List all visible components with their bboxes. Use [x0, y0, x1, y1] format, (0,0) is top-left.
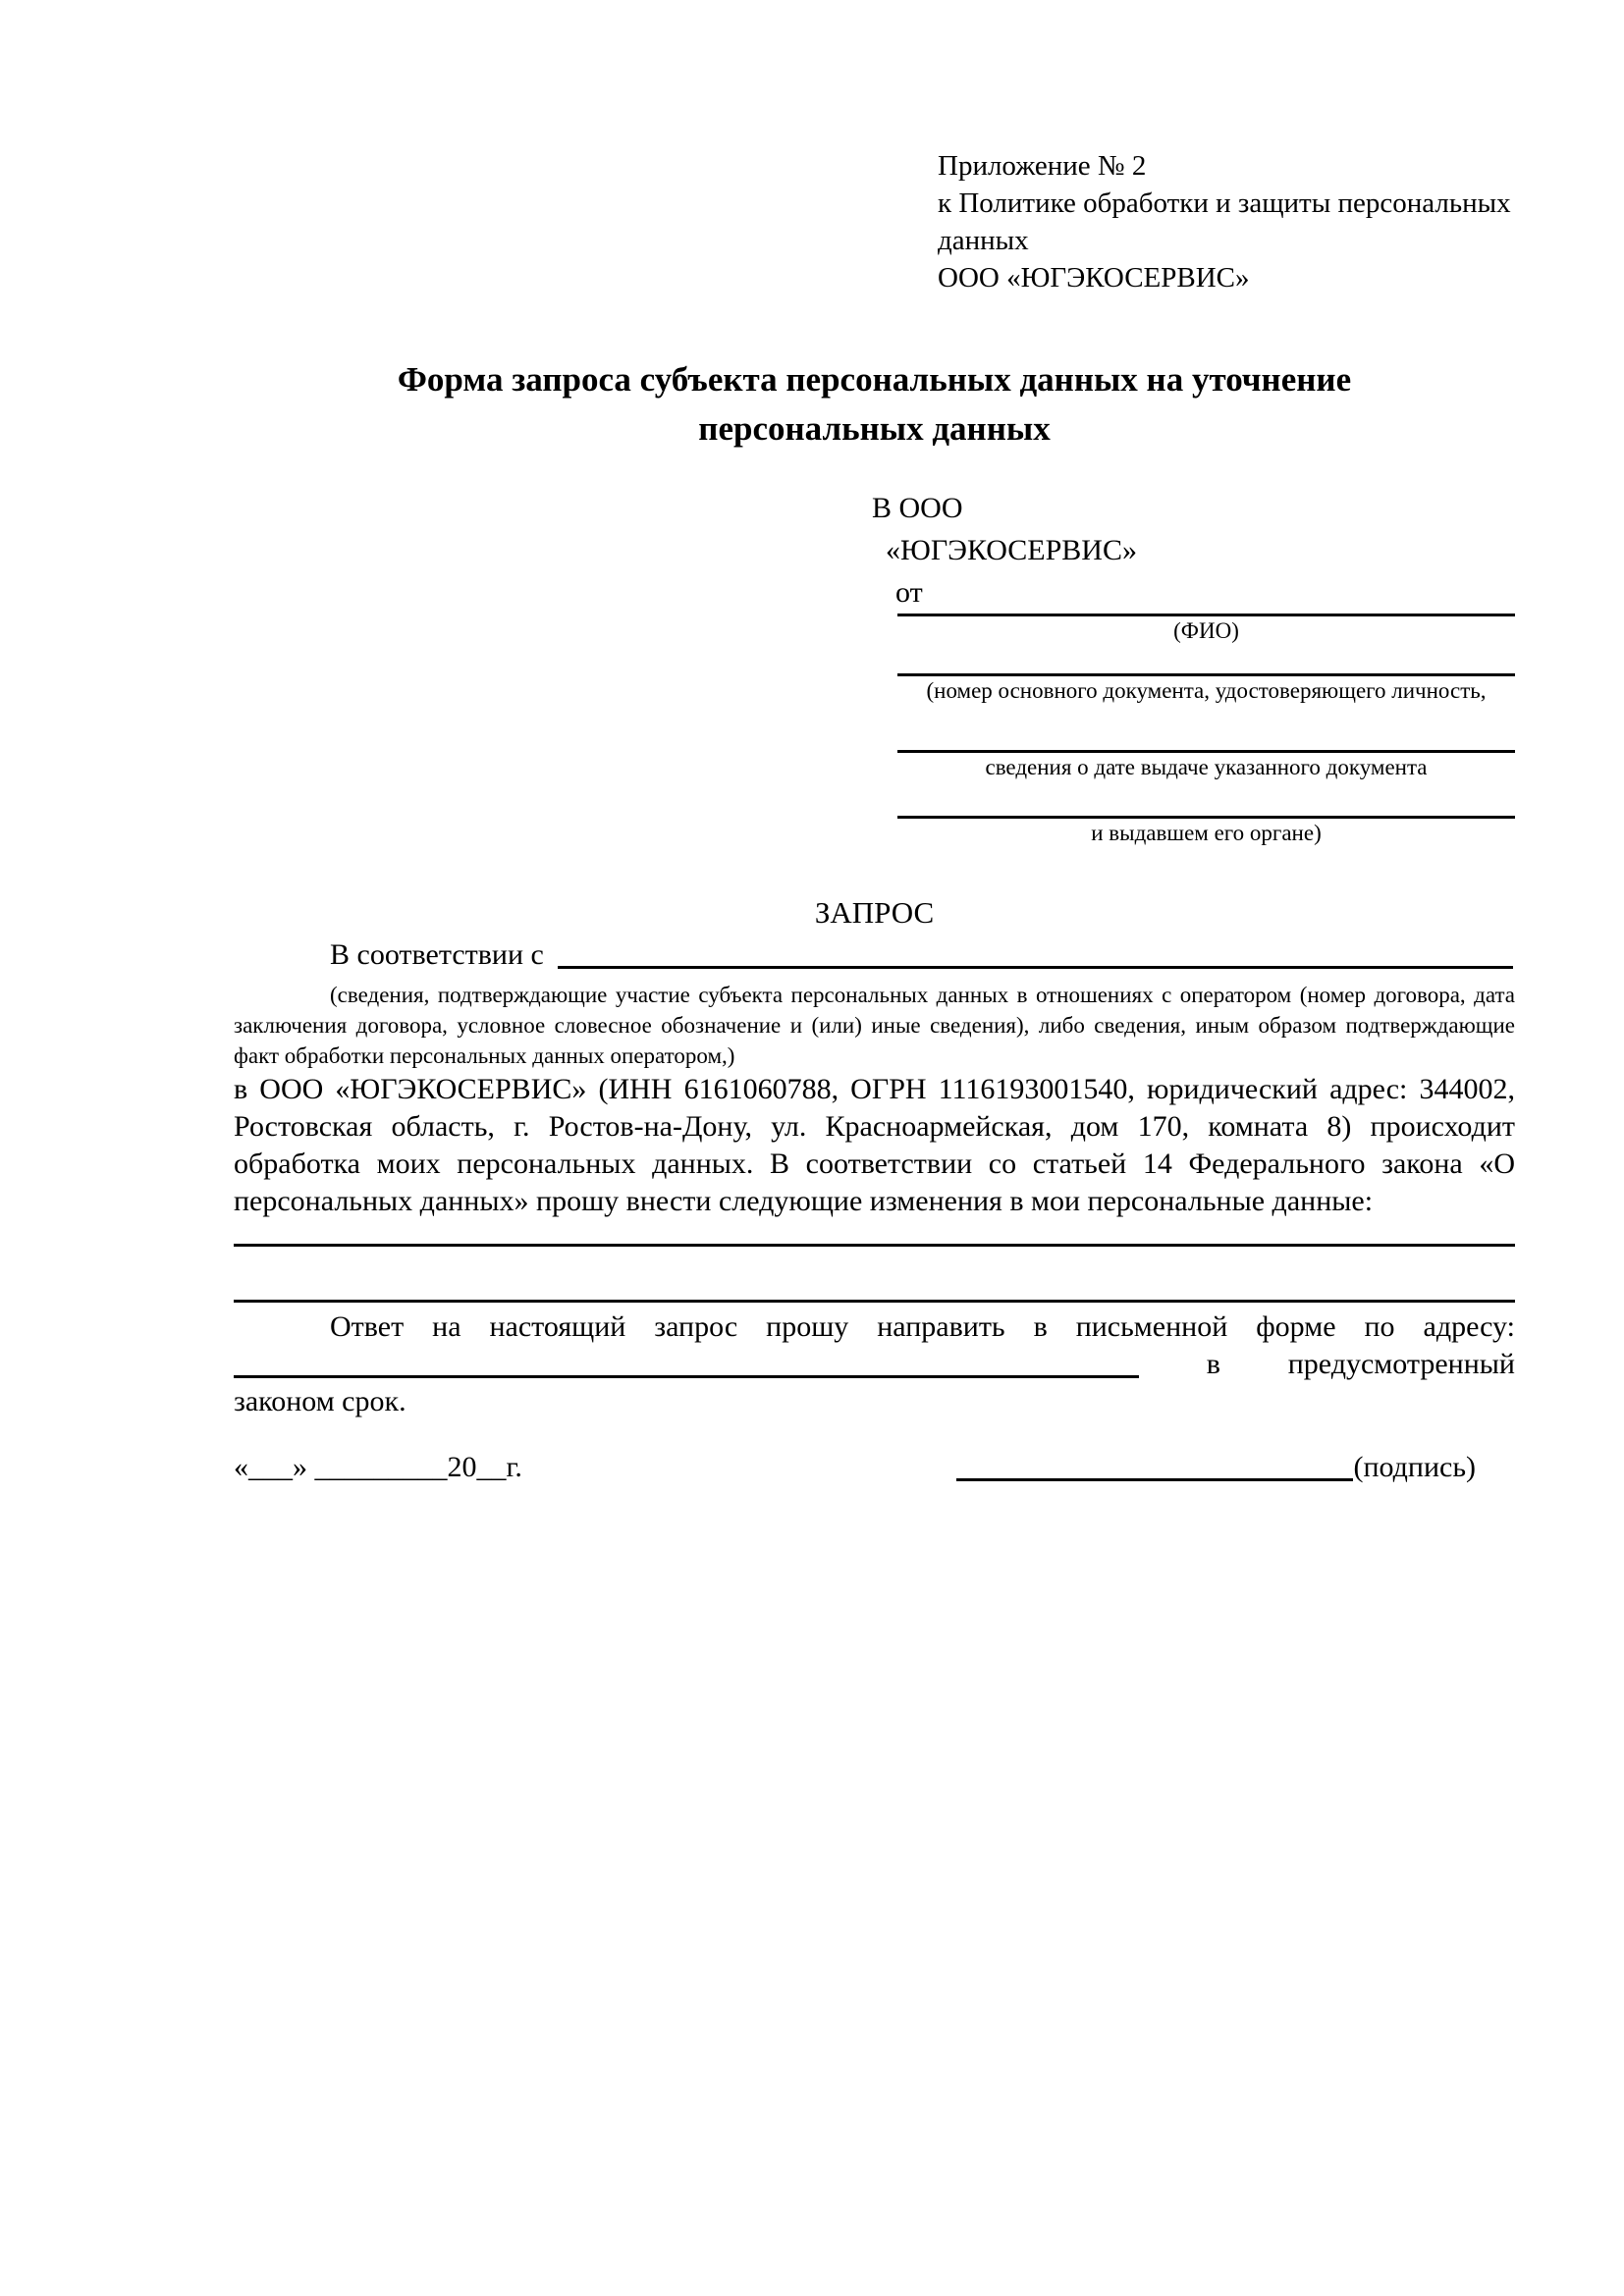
reply-blank-line [234, 1375, 1139, 1378]
date-line: «___» _________20__г. [234, 1451, 522, 1483]
form-title [234, 355, 1515, 454]
body-paragraph: в ООО «ЮГЭКОСЕРВИС» (ИНН 6161060788, ОГРН 1116193001540, юридический адрес: 344002, Ростовская область, г. Ростов-на-Дону, ул. Красноармейская, дом 170, комната 8) происходит обработка моих персональных данных. В соответствии со статьей 14 Федерального закона «О персональных данных» прошу внести следующие изменения в мои персональные данные: [234, 1073, 1515, 1217]
footer-row [234, 1448, 1515, 1487]
signature-caption: (подпись) [1353, 1451, 1476, 1483]
appendix-policy-line2: данных [938, 225, 1029, 256]
addressee-company: «ЮГЭКОСЕРВИС» [886, 534, 1137, 566]
addressee-block [872, 487, 1515, 848]
appendix-policy-line1: к Политике обработки и защиты персональных [938, 187, 1511, 219]
signature-group [956, 1448, 1476, 1487]
appendix-company-name: ООО «ЮГЭКОСЕРВИС» [938, 262, 1250, 294]
reply-address-line [234, 1346, 1515, 1383]
addressee-from: от [895, 576, 923, 609]
reply-word-predusmotrenny: предусмотренный [1287, 1348, 1515, 1380]
form-title-line1: Форма запроса субъекта персональных данных на уточнение [397, 360, 1352, 399]
reply-word-v: в [1206, 1348, 1220, 1380]
form-title-line2: персональных данных [698, 409, 1051, 448]
reply-paragraph: Ответ на настоящий запрос прошу направить в письменной форме по адресу: [330, 1310, 1515, 1343]
doc-number-caption: (номер основного документа, удостоверяющего личность, [926, 678, 1487, 703]
addressee-to: В ООО [872, 492, 963, 524]
issuer-caption: и выдавшем его органе) [1091, 821, 1322, 845]
intro-blank-line [558, 966, 1513, 969]
fio-caption: (ФИО) [1173, 618, 1239, 643]
intro-note: (сведения, подтверждающие участие субъекта персональных данных в отношениях с оператором (номер договора, дата заключения договора, условное словесное обозначение и (или) иные сведения), либо сведения, иным образом подтверждающие факт обработки персональных данных оператором,) [234, 983, 1515, 1068]
appendix-number: Приложение № 2 [938, 150, 1147, 182]
issue-date-caption: сведения о дате выдаче указанного документа [985, 755, 1428, 779]
changes-blank-line-1 [234, 1220, 1515, 1247]
appendix-header [938, 147, 1515, 296]
signature-blank-line [956, 1478, 1353, 1481]
intro-text: В соответствии с [330, 938, 544, 971]
reply-closing: законом срок. [234, 1385, 406, 1417]
intro-line [234, 936, 1515, 974]
changes-blank-line-2 [234, 1247, 1515, 1303]
request-heading: ЗАПРОС [814, 895, 935, 930]
